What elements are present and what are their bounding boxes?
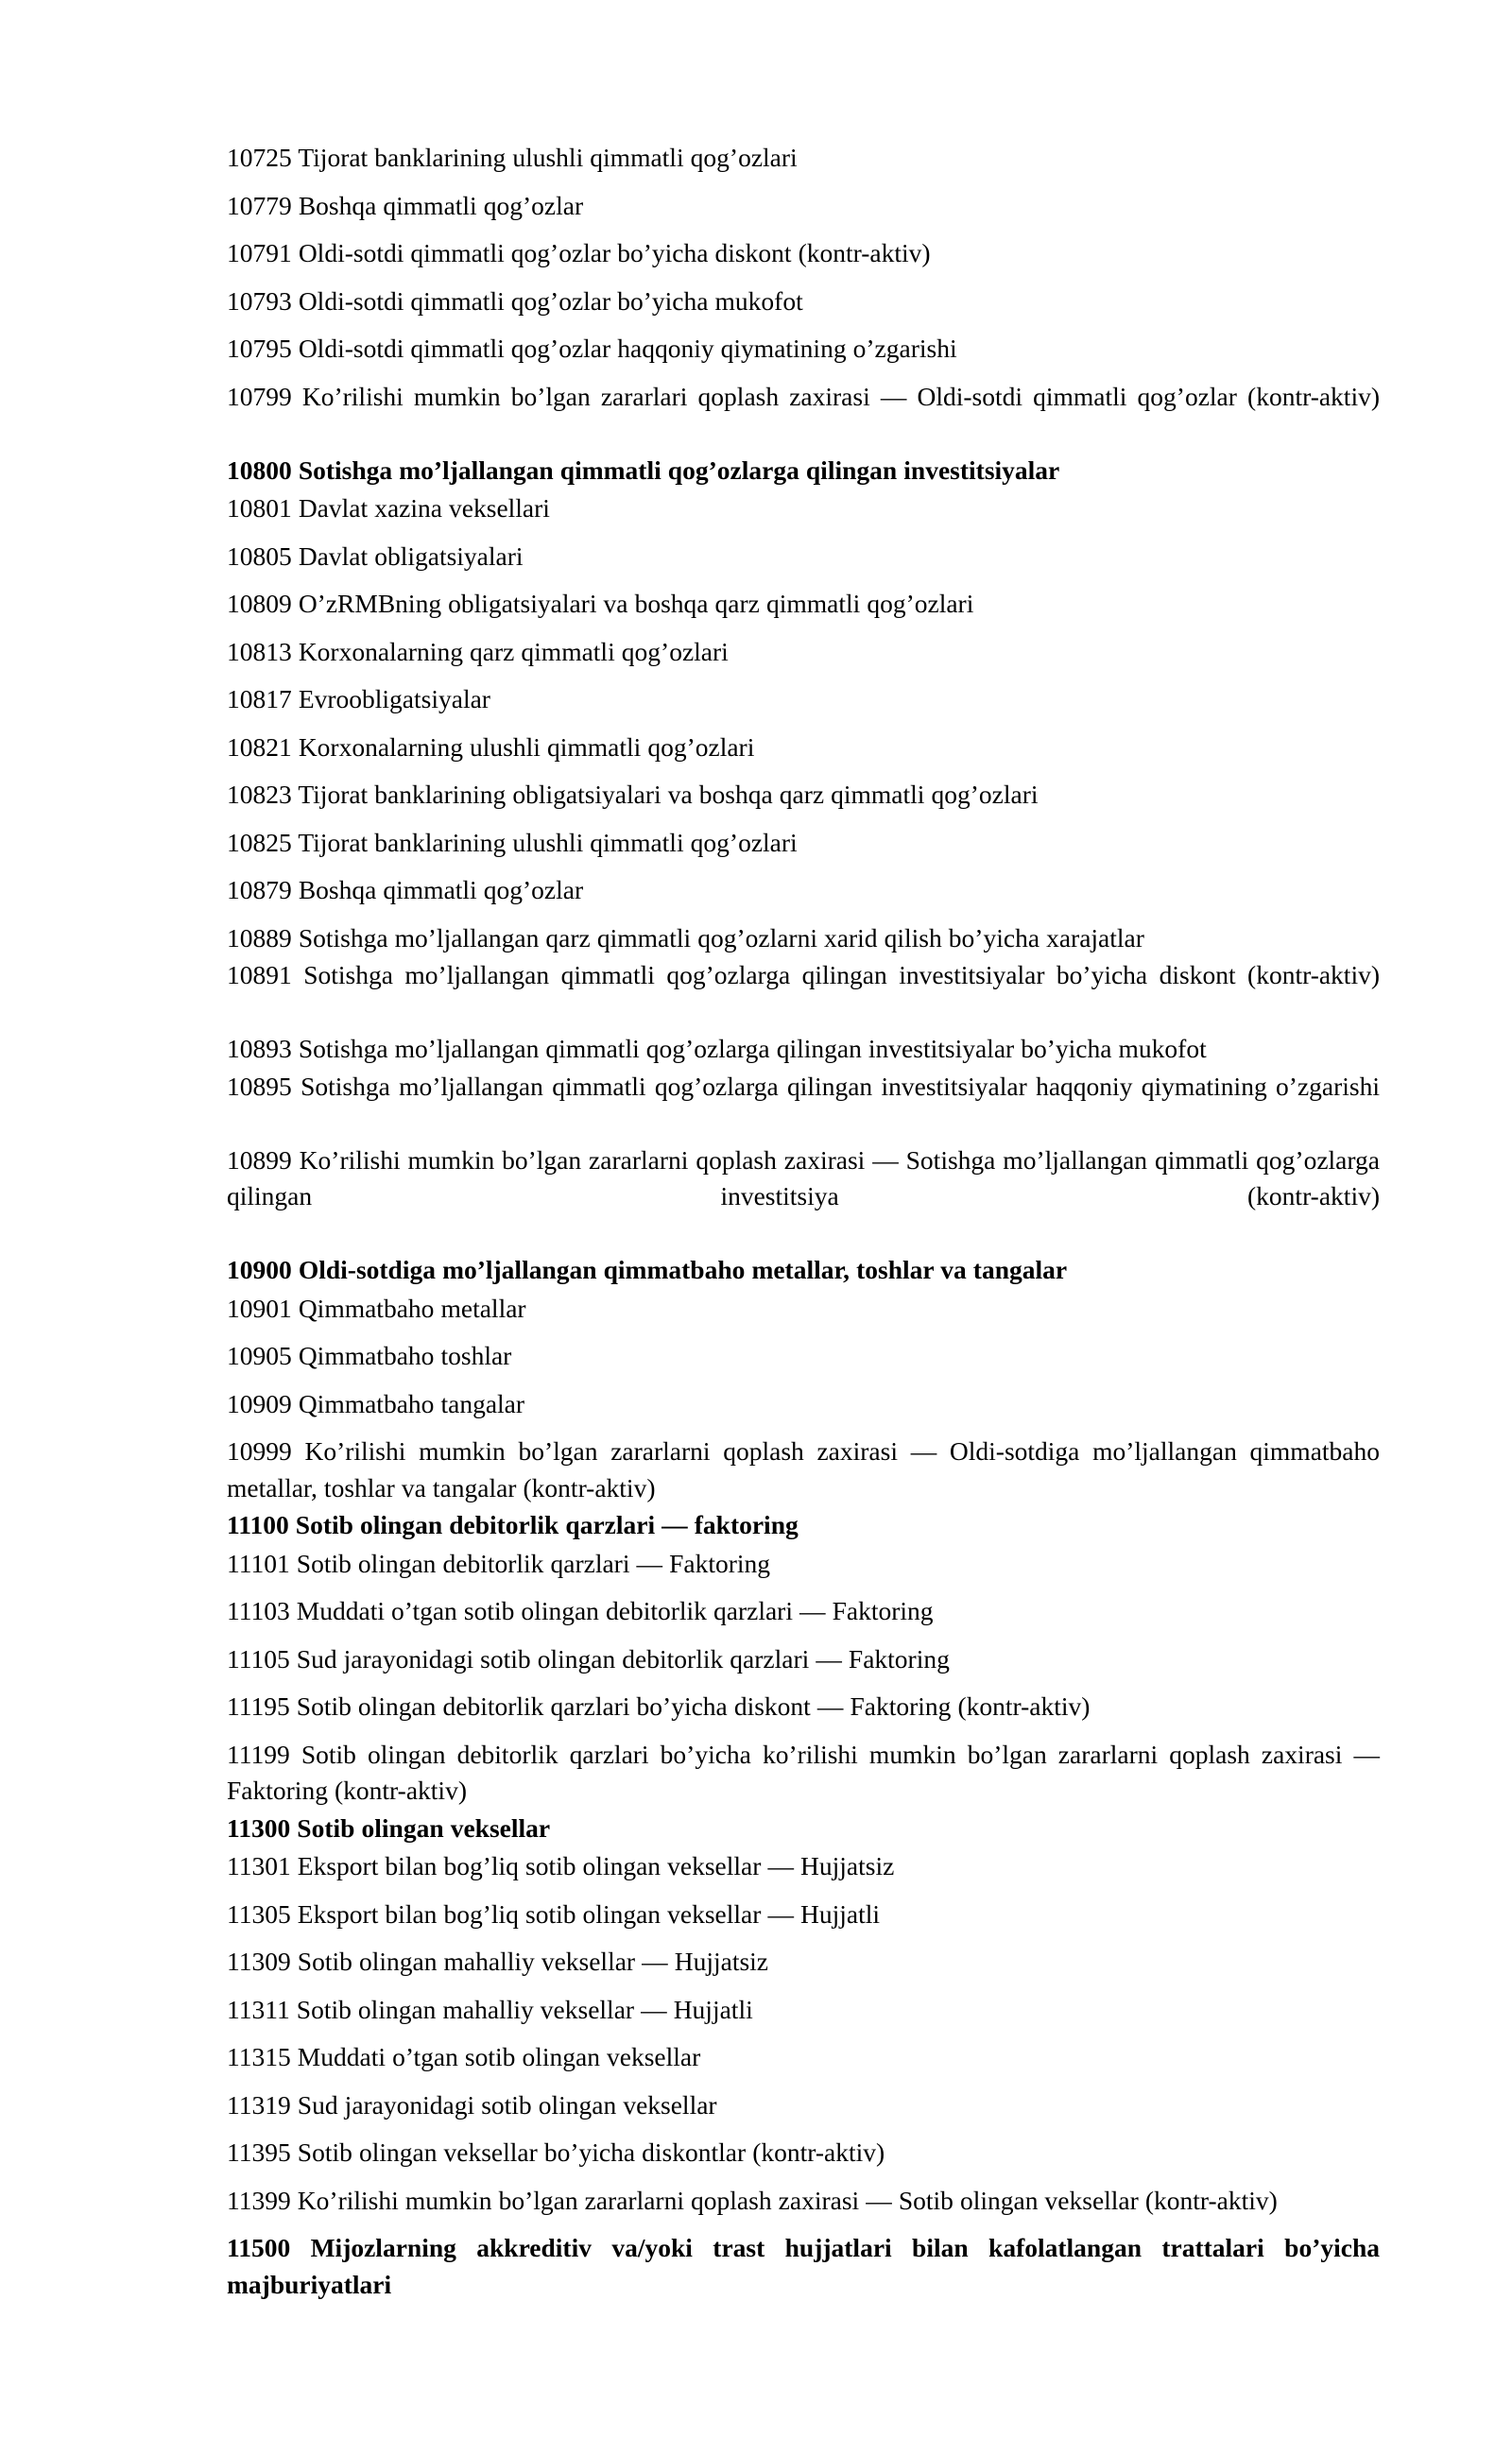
account-line-item: 10779 Boshqa qimmatli qog’ozlar [227,190,584,220]
account-group-heading: 10900 Oldi-sotdiga mo’ljallangan qimmatbaho metallar, toshlar va tangalar [227,1255,1068,1284]
account-line-item: 11103 Muddati o’tgan sotib olingan debitorlik qarzlari — Faktoring [227,1596,934,1625]
account-line-item: 11105 Sud jarayonidagi sotib olingan debitorlik qarzlari — Faktoring [227,1643,950,1674]
account-line-item: 10799 Ko’rilishi mumkin bo’lgan zararlari qoplash zaxirasi — Oldi-sotdi qimmatli qog’ozlar (kontr-aktiv) [227,381,1380,411]
account-line-item: 11309 Sotib olingan mahalliy veksellar — Hujjatsiz [227,1947,769,1976]
account-line-item: 11301 Eksport bilan bog’liq sotib olingan veksellar — Hujjatsiz [227,1851,895,1880]
account-line-item: 10791 Oldi-sotdi qimmatli qog’ozlar bo’yicha diskont (kontr-aktiv) [227,238,931,267]
account-code-list [227,140,1380,2340]
account-line-item: 10905 Qimmatbaho toshlar [227,1341,512,1370]
account-line-item: 10825 Tijorat banklarining ulushli qimmatli qog’ozlari [227,827,798,857]
account-line-item: 10793 Oldi-sotdi qimmatli qog’ozlar bo’yicha mukofot [227,285,803,316]
account-line-item: 10805 Davlat obligatsiyalari [227,541,524,571]
account-line-item: 10813 Korxonalarning qarz qimmatli qog’ozlari [227,636,729,666]
account-line-item: 10901 Qimmatbaho metallar [227,1293,526,1323]
account-line-item: 11311 Sotib olingan mahalliy veksellar — Hujjatli [227,1994,753,2024]
account-group-heading: 11500 Mijozlarning akkreditiv va/yoki trast hujjatlari bilan kafolatlangan trattalari bo’yicha majburiyatlari [227,2233,1380,2299]
account-line-item: 10879 Boshqa qimmatli qog’ozlar [227,875,584,904]
account-line-item: 10817 Evroobligatsiyalar [227,684,490,713]
account-line-item: 10821 Korxonalarning ulushli qimmatli qog’ozlari [227,731,755,762]
account-group-heading: 11100 Sotib olingan debitorlik qarzlari — faktoring [227,1510,799,1539]
account-line-item: 11399 Ko’rilishi mumkin bo’lgan zararlarni qoplash zaxirasi — Sotib olingan veksellar (kontr-aktiv) [227,2185,1278,2215]
account-line-item: 11101 Sotib olingan debitorlik qarzlari — Faktoring [227,1548,771,1578]
account-line-item: 11319 Sud jarayonidagi sotib olingan veksellar [227,2089,717,2120]
account-line-item: 10909 Qimmatbaho tangalar [227,1388,525,1418]
account-line-item: 10999 Ko’rilishi mumkin bo’lgan zararlarni qoplash zaxirasi — Oldi-sotdiga mo’ljallangan qimmatbaho metallar, toshlar va tangalar (kontr-aktiv) [227,1436,1380,1502]
account-line-item: 11395 Sotib olingan veksellar bo’yicha diskontlar (kontr-aktiv) [227,2137,885,2167]
account-line-item: 10895 Sotishga mo’ljallangan qimmatli qog’ozlarga qilingan investitsiyalar haqqoniy qiymatining o’zgarishi [227,1071,1380,1101]
account-group-heading: 10800 Sotishga mo’ljallangan qimmatli qog’ozlarga qilingan investitsiyalar [227,455,1060,485]
account-line-item: 10889 Sotishga mo’ljallangan qarz qimmatli qog’ozlarni xarid qilish bo’yicha xarajatlar [227,922,1144,953]
account-line-item: 10891 Sotishga mo’ljallangan qimmatli qog’ozlarga qilingan investitsiyalar bo’yicha diskont (kontr-aktiv) [227,960,1380,989]
account-line-item: 11305 Eksport bilan bog’liq sotib olingan veksellar — Hujjatli [227,1898,881,1929]
account-line-item: 10899 Ko’rilishi mumkin bo’lgan zararlarni qoplash zaxirasi — Sotishga mo’ljallangan qimmatli qog’ozlarga qilingan investitsiya (kontr-aktiv) [227,1144,1380,1210]
account-line-item: 10893 Sotishga mo’ljallangan qimmatli qog’ozlarga qilingan investitsiyalar bo’yicha mukofot [227,1034,1207,1063]
account-line-item: 10725 Tijorat banklarining ulushli qimmatli qog’ozlari [227,143,798,172]
account-line-item: 10801 Davlat xazina veksellari [227,493,550,523]
account-line-item: 11315 Muddati o’tgan sotib olingan veksellar [227,2042,701,2071]
account-line-item: 10795 Oldi-sotdi qimmatli qog’ozlar haqqoniy qiymatining o’zgarishi [227,334,957,363]
account-line-item: 10823 Tijorat banklarining obligatsiyalari va boshqa qarz qimmatli qog’ozlari [227,780,1039,809]
account-group-heading: 11300 Sotib olingan veksellar [227,1812,551,1843]
account-line-item: 10809 O’zRMBning obligatsiyalari va boshqa qarz qimmatli qog’ozlari [227,589,974,618]
account-line-item: 11195 Sotib olingan debitorlik qarzlari bo’yicha diskont — Faktoring (kontr-aktiv) [227,1691,1091,1721]
account-line-item: 11199 Sotib olingan debitorlik qarzlari bo’yicha ko’rilishi mumkin bo’lgan zararlarni qoplash zaxirasi — Faktoring (kontr-aktiv) [227,1739,1380,1805]
